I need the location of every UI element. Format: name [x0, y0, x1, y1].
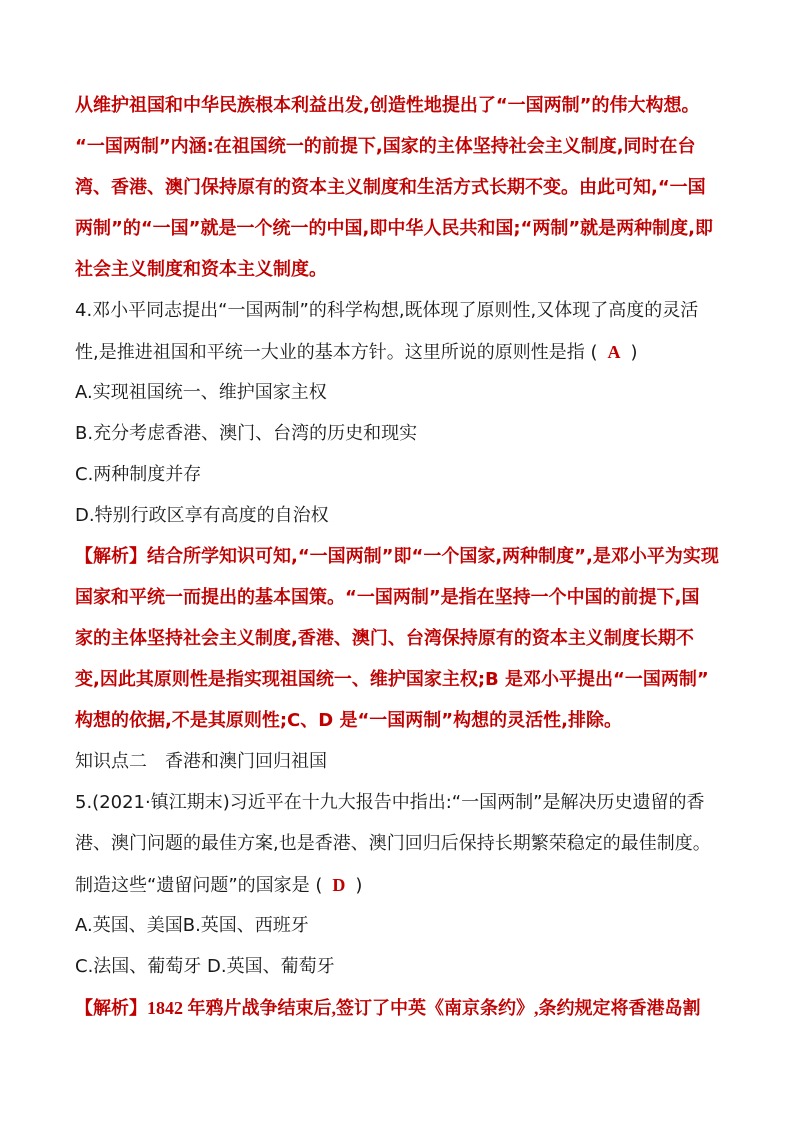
q4-close-bracket: ) [630, 342, 638, 363]
q4-analysis-line-3: 家的主体坚持社会主义制度,香港、澳门、台湾保持原有的资本主义制度长期不 [75, 628, 694, 649]
q4-analysis-text-1: 结合所学知识可知,“一国两制”即“一个国家,两种制度”,是邓小平为实现 [147, 546, 719, 567]
q4-answer: A [607, 342, 621, 362]
q5-answer: D [332, 875, 346, 895]
q4-analysis-label: 【解析】 [75, 546, 147, 567]
intro-line-5: 社会主义制度和资本主义制度。 [75, 259, 327, 280]
q5-options-line-1: A.英国、美国B.英国、西班牙 [75, 915, 309, 936]
q5-stem-text: 制造这些“遗留问题”的国家是 ( [75, 875, 323, 896]
q4-stem-text: 性,是推进祖国和平统一大业的基本方针。这里所说的原则性是指 ( [75, 342, 598, 363]
q4-analysis-line-1 [75, 547, 723, 567]
q4-analysis-line-5: 构想的依据,不是其原则性;C、D 是“一国两制”构想的灵活性,排除。 [75, 710, 622, 731]
q4-option-a: A.实现祖国统一、维护国家主权 [75, 382, 327, 403]
document-page [75, 96, 723, 1039]
q5-stem-line-1: 5.(2021·镇江期末)习近平在十九大报告中指出:“一国两制”是解决历史遗留的香 [75, 792, 705, 813]
q4-analysis-line-2: 国家和平统一而提出的基本国策。“一国两制”是指在坚持一个中国的前提下,国 [75, 587, 700, 608]
q4-option-c: C.两种制度并存 [75, 464, 202, 485]
intro-line-4: 两制”的“一国”就是一个统一的中国,即中华人民共和国;“两制”就是两种制度,即 [75, 218, 714, 239]
intro-line-3: 湾、香港、澳门保持原有的资本主义制度和生活方式长期不变。由此可知,“一国 [75, 177, 706, 198]
q5-close-bracket: ) [355, 875, 363, 896]
q4-stem-line-1: 4.邓小平同志提出“一国两制”的科学构想,既体现了原则性,又体现了高度的灵活 [75, 300, 699, 321]
q4-option-b: B.充分考虑香港、澳门、台湾的历史和现实 [75, 423, 418, 444]
q4-analysis-line-4: 变,因此其原则性是指实现祖国统一、维护国家主权;B 是邓小平提出“一国两制” [75, 669, 709, 690]
q5-stem-line-2: 港、澳门问题的最佳方案,也是香港、澳门回归后保持长期繁荣稳定的最佳制度。 [75, 833, 711, 854]
q5-analysis-text: 1842 年鸦片战争结束后,签订了中英《南京条约》,条约规定将香港岛割 [147, 998, 701, 1018]
q5-analysis-label: 【解析】 [75, 998, 147, 1019]
q4-option-d: D.特别行政区享有高度的自治权 [75, 505, 329, 526]
section-heading: 知识点二 香港和澳门回归祖国 [75, 751, 327, 772]
intro-line-1: 从维护祖国和中华民族根本利益出发,创造性地提出了“一国两制”的伟大构想。 [75, 95, 700, 116]
q5-stem-line-3 [75, 875, 723, 895]
q5-analysis-line-1 [75, 998, 723, 1018]
q5-options-line-2: C.法国、葡萄牙 D.英国、葡萄牙 [75, 956, 335, 977]
intro-line-2: “一国两制”内涵:在祖国统一的前提下,国家的主体坚持社会主义制度,同时在台 [75, 136, 696, 157]
q4-stem-line-2 [75, 342, 723, 362]
